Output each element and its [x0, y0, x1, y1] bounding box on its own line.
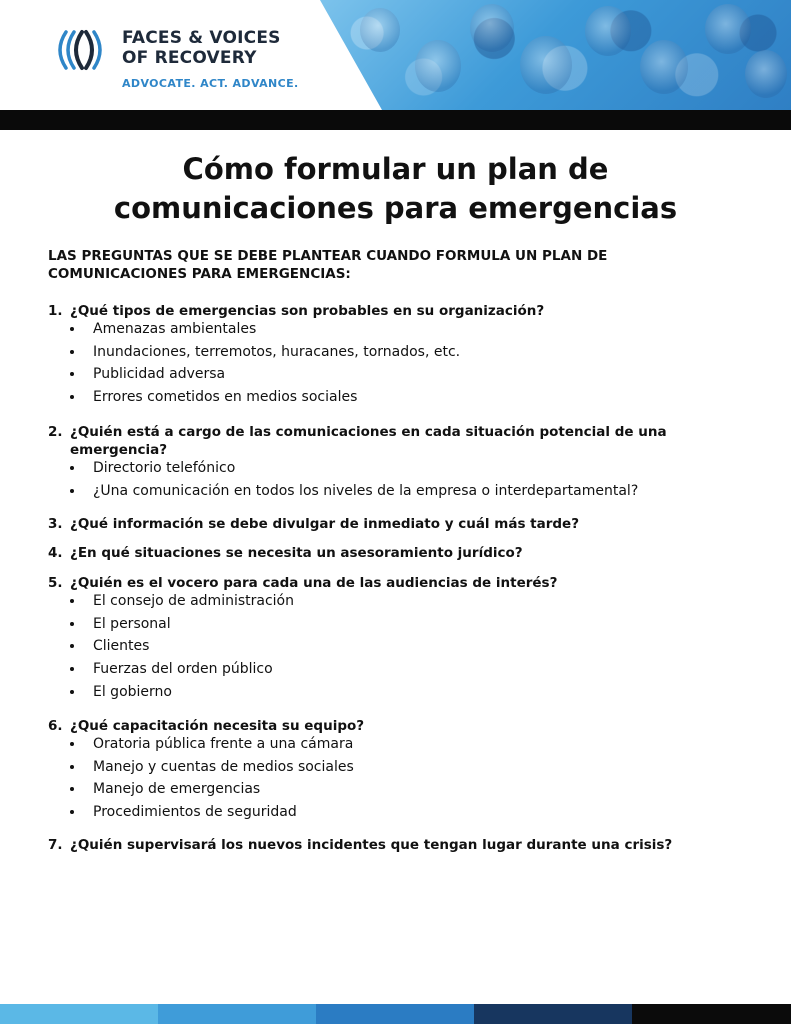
- header-photo-collage: [320, 0, 791, 110]
- question-number: 2.: [48, 424, 63, 440]
- bullet-icon: [70, 787, 74, 791]
- footer-segment: [316, 1004, 474, 1024]
- question-text: ¿Qué tipos de emergencias son probables en su organización?: [70, 303, 545, 319]
- footer-segment: [474, 1004, 632, 1024]
- question-text: ¿Qué capacitación necesita su equipo?: [70, 718, 365, 734]
- bullet-icon: [70, 350, 74, 354]
- list-item: Oratoria pública frente a una cámara: [70, 733, 354, 756]
- list-item: Clientes: [70, 635, 294, 658]
- sound-wave-logo-icon: [52, 28, 112, 72]
- logo-wordmark-line1: FACES & VOICES: [122, 28, 281, 48]
- list-item: ¿Una comunicación en todos los niveles de la empresa o interdepartamental?: [70, 480, 638, 503]
- question-number: 4.: [48, 545, 63, 561]
- bullet-icon: [70, 644, 74, 648]
- page-header: [0, 0, 791, 110]
- bullet-icon: [70, 599, 74, 603]
- list-item: Directorio telefónico: [70, 457, 638, 480]
- list-item: Publicidad adversa: [70, 363, 460, 386]
- question-1-bullets: [70, 318, 460, 409]
- question-text: ¿Qué información se debe divulgar de inmediato y cuál más tarde?: [70, 516, 580, 532]
- intro-heading: [48, 247, 688, 283]
- bullet-icon: [70, 622, 74, 626]
- list-item: Errores cometidos en medios sociales: [70, 386, 460, 409]
- bullet-icon: [70, 742, 74, 746]
- bullet-icon: [70, 810, 74, 814]
- question-text: ¿Quién supervisará los nuevos incidentes que tengan lugar durante una crisis?: [70, 837, 673, 853]
- bullet-icon: [70, 690, 74, 694]
- question-5-bullets: [70, 590, 294, 704]
- bullet-icon: [70, 667, 74, 671]
- intro-heading-line2: COMUNICACIONES PARA EMERGENCIAS:: [48, 266, 351, 282]
- list-item: Manejo y cuentas de medios sociales: [70, 756, 354, 779]
- list-item: Amenazas ambientales: [70, 318, 460, 341]
- list-item: Procedimientos de seguridad: [70, 801, 354, 824]
- question-2-bullets: [70, 457, 638, 502]
- question-number: 5.: [48, 575, 63, 591]
- question-number: 3.: [48, 516, 63, 532]
- list-item: El personal: [70, 613, 294, 636]
- footer-segment: [0, 1004, 158, 1024]
- question-6-bullets: [70, 733, 354, 824]
- bullet-icon: [70, 395, 74, 399]
- logo-wordmark-line2: OF RECOVERY: [122, 48, 257, 68]
- footer-segment: [158, 1004, 316, 1024]
- footer-color-bar: [0, 1004, 791, 1024]
- brand-logo: [52, 26, 312, 96]
- page-title: [0, 150, 791, 228]
- question-text: ¿En qué situaciones se necesita un asesoramiento jurídico?: [70, 545, 523, 561]
- bullet-icon: [70, 466, 74, 470]
- question-number: 6.: [48, 718, 63, 734]
- bullet-icon: [70, 765, 74, 769]
- footer-segment: [632, 1004, 791, 1024]
- list-item: Inundaciones, terremotos, huracanes, tornados, etc.: [70, 341, 460, 364]
- list-item: El gobierno: [70, 681, 294, 704]
- page-title-line1: Cómo formular un plan de: [182, 152, 609, 186]
- intro-heading-line1: LAS PREGUNTAS QUE SE DEBE PLANTEAR CUANDO FORMULA UN PLAN DE: [48, 248, 608, 264]
- list-item: Fuerzas del orden público: [70, 658, 294, 681]
- question-number: 1.: [48, 303, 63, 319]
- bullet-icon: [70, 489, 74, 493]
- page-title-line2: comunicaciones para emergencias: [113, 191, 678, 225]
- bullet-icon: [70, 327, 74, 331]
- question-text: ¿Quién está a cargo de las comunicaciones en cada situación potencial de una emergencia?: [70, 424, 667, 458]
- question-number: 7.: [48, 837, 63, 853]
- list-item: El consejo de administración: [70, 590, 294, 613]
- logo-tagline: ADVOCATE. ACT. ADVANCE.: [122, 77, 299, 90]
- bullet-icon: [70, 372, 74, 376]
- list-item: Manejo de emergencias: [70, 778, 354, 801]
- header-divider-band: [0, 110, 791, 130]
- question-text: ¿Quién es el vocero para cada una de las audiencias de interés?: [70, 575, 558, 591]
